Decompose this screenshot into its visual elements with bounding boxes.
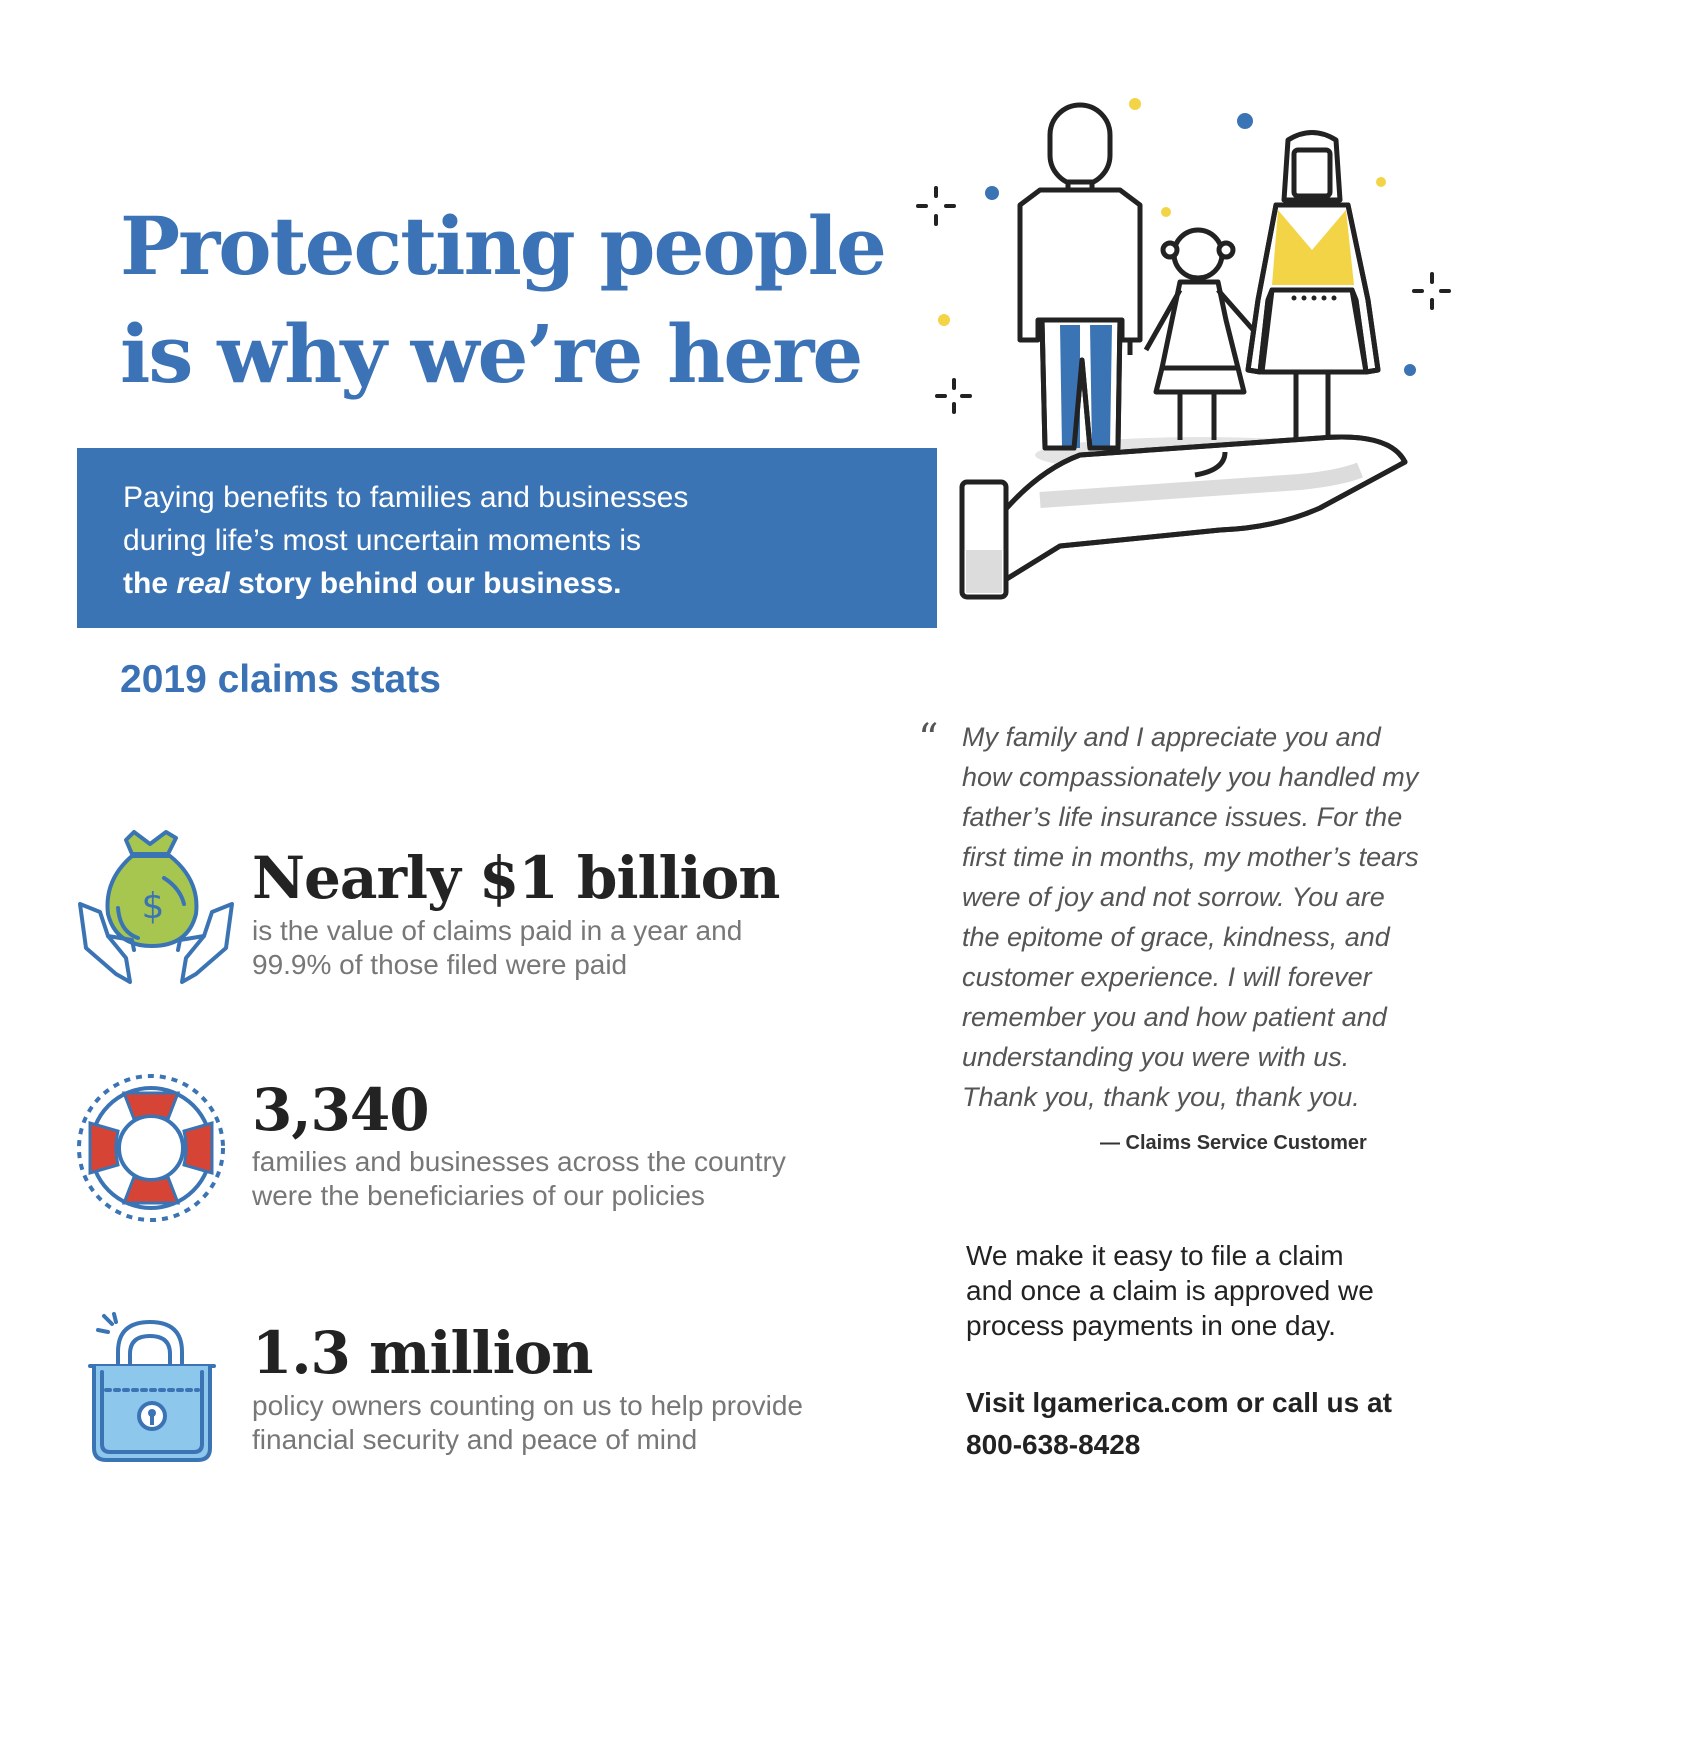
svg-text:$: $ bbox=[141, 886, 165, 927]
sparkle-icon bbox=[937, 380, 970, 412]
sparkle-icon bbox=[1414, 274, 1449, 308]
quote-mark-icon: “ bbox=[918, 716, 939, 762]
stat-value-policy-owners: 1.3 million bbox=[252, 1319, 593, 1387]
family-in-hand-icon bbox=[900, 90, 1480, 610]
stat-desc-claims-paid: is the value of claims paid in a year and 99.9% of those filed were paid bbox=[252, 915, 743, 980]
banner-emphasis: real bbox=[176, 567, 230, 600]
testimonial-author: — Claims Service Customer bbox=[1100, 1132, 1367, 1154]
stat-desc-beneficiaries: families and businesses across the country were the beneficiaries of our policies bbox=[252, 1146, 786, 1211]
life-ring-icon bbox=[76, 1073, 226, 1223]
banner-line-2: during life’s most uncertain moments is bbox=[123, 524, 641, 557]
banner-text bbox=[123, 476, 688, 605]
money-bag-hands-icon bbox=[76, 828, 236, 988]
stat-desc-policy-owners: policy owners counting on us to help provide financial security and peace of mind bbox=[252, 1390, 804, 1455]
page-title bbox=[120, 192, 885, 408]
testimonial-quote: My family and I appreciate you and how compassionately you handled my father’s life insurance issues. For the first time in months, my mother’s tears were of joy and not sorrow. You are the epitome of grace, kindness, and customer experience. I will forever remember you and how patient and understanding you were with us. Thank you, thank you, thank you. bbox=[962, 722, 1419, 1112]
banner-line-3: the real story behind our business. bbox=[123, 567, 622, 600]
padlock-icon bbox=[84, 1312, 224, 1472]
sparkle-icon bbox=[918, 188, 954, 224]
stats-section-title: 2019 claims stats bbox=[120, 658, 441, 701]
stat-value-claims-paid: Nearly $1 billion bbox=[252, 844, 780, 912]
cta-contact bbox=[966, 1382, 1446, 1466]
stat-value-beneficiaries: 3,340 bbox=[252, 1076, 429, 1144]
cta-phone-number: 800-638-8428 bbox=[966, 1429, 1141, 1460]
intro-banner bbox=[77, 448, 937, 628]
banner-line-1: Paying benefits to families and businesses bbox=[123, 481, 689, 514]
title-line-1: Protecting people bbox=[120, 199, 885, 293]
title-line-2: is why we’re here bbox=[120, 307, 862, 401]
cta-text: We make it easy to file a claim and once a claim is approved we process payments in one day. bbox=[966, 1240, 1374, 1341]
cta-website-line: Visit lgamerica.com or call us at bbox=[966, 1387, 1392, 1418]
